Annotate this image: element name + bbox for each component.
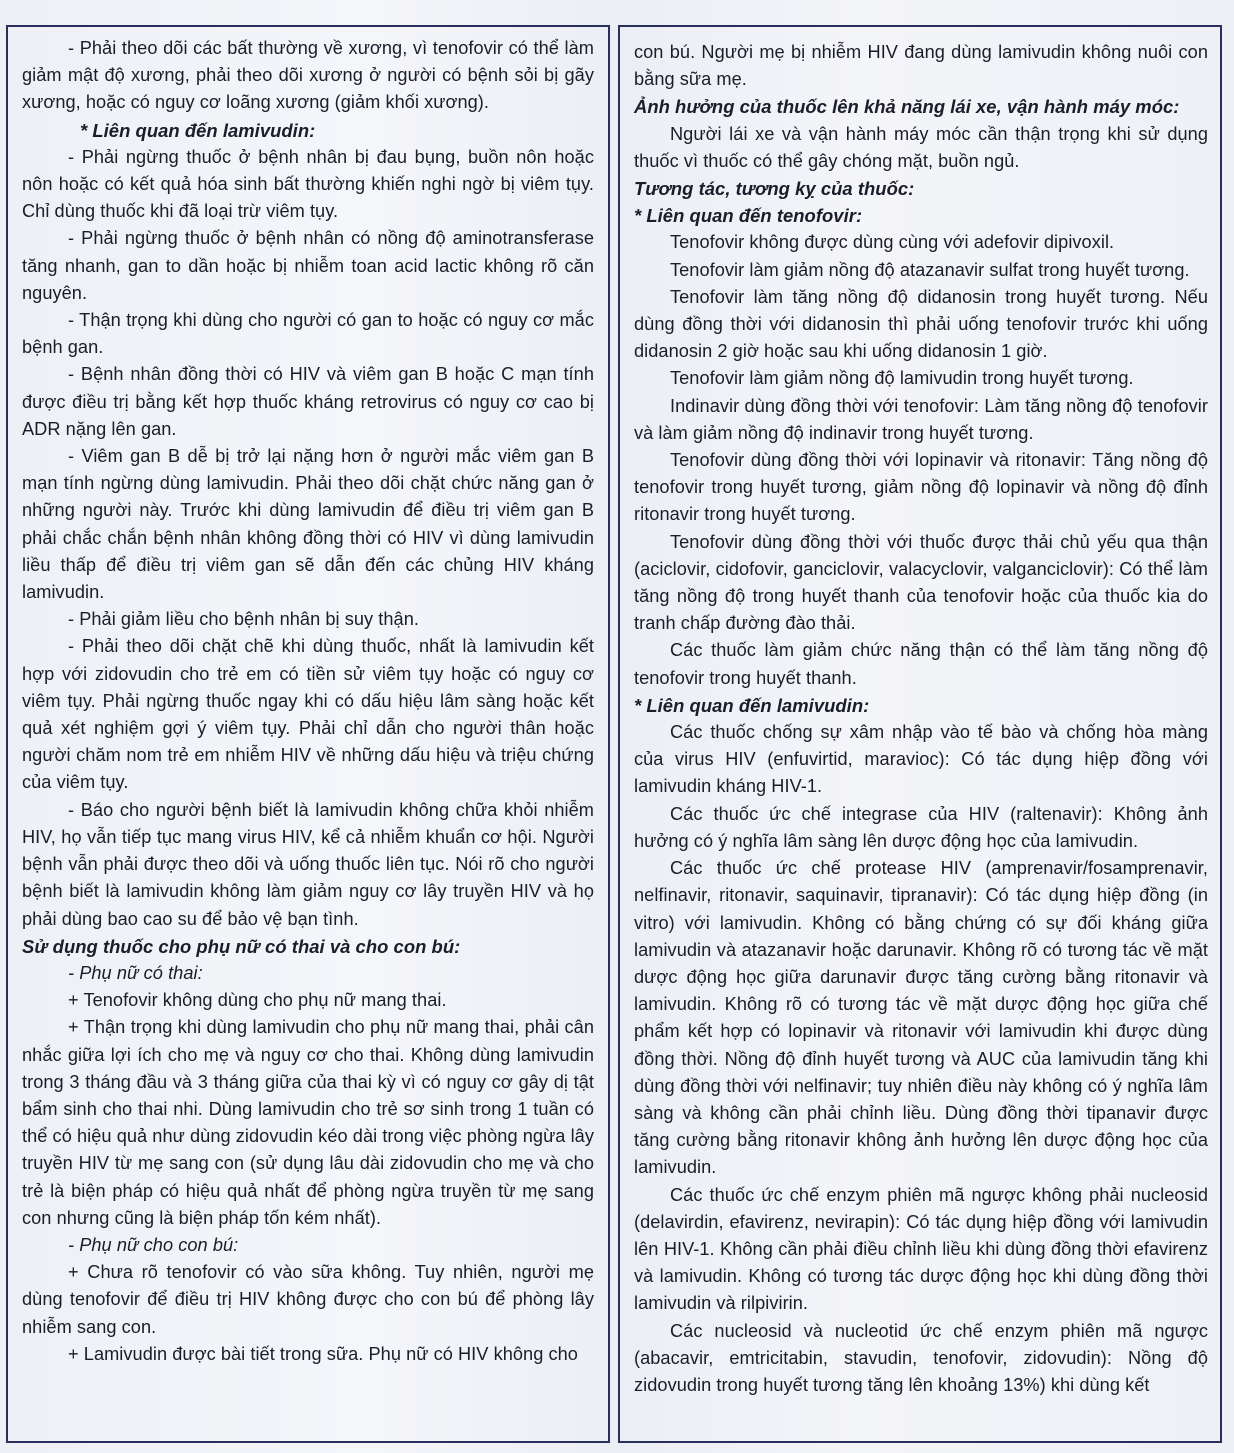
section-heading: * Liên quan đến lamivudin: [80, 119, 316, 141]
paragraph: Các thuốc ức chế protease HIV (amprenavir/fosamprenavir, nelfinavir, ritonavir, saquinavir, tipranavir): Có tác dụng hiệp đồng (in vitro) với lamivudin. Không có bằng chứng có sự đối kháng giữa lamivudin và atazanavir hoặc darunavir. Không rõ có tương tác về mặt dược động học giữa darunavir được tăng cường bằng ritonavir và lamivudin. Không rõ có tương tác về mặt dược động học giữa chế phẩm kết hợp có lopinavir và ritonavir với lamivudin khi được dùng đồng thời. Nồng độ đỉnh huyết tương và AUC của lamivudin tăng khi dùng đồng thời với nelfinavir; tuy nhiên điều này không có ý nghĩa lâm sàng và không cần phải chỉnh liều. Dùng đồng thời tipanavir được tăng cường bằng ritonavir không ảnh hưởng lên dược động học của lamivudin. [634, 858, 1208, 1178]
paragraph: - Báo cho người bệnh biết là lamivudin không chữa khỏi nhiễm HIV, họ vẫn tiếp tục mang virus HIV, kể cả nhiễm khuẩn cơ hội. Người bệnh vẫn phải được theo dõi và uống thuốc liên tục. Nói rõ cho người bệnh biết là lamivudin không làm giảm nguy cơ lây truyền HIV và họ phải dùng bao cao su để bảo vệ bạn tình. [22, 799, 594, 929]
paragraph: + Lamivudin được bài tiết trong sữa. Phụ nữ có HIV không cho [68, 1343, 578, 1364]
paragraph: - Phải giảm liều cho bệnh nhân bị suy thận. [68, 609, 419, 630]
paragraph: Người lái xe và vận hành máy móc cần thận trọng khi sử dụng thuốc vì thuốc có thể gây chóng mặt, buồn ngủ. [634, 123, 1208, 171]
paragraph: + Tenofovir không dùng cho phụ nữ mang thai. [68, 990, 447, 1011]
subheading: - Phụ nữ cho con bú: [68, 1234, 239, 1255]
right-column [618, 25, 1222, 1443]
paragraph: Tenofovir dùng đồng thời với thuốc được thải chủ yếu qua thận (aciclovir, cidofovir, ganciclovir, valacyclovir, valganciclovir): Có thể làm tăng nồng độ trong huyết thanh của tenofovir hoặc của thuốc kia do tranh chấp đường đào thải. [634, 531, 1208, 634]
paragraph: con bú. Người mẹ bị nhiễm HIV đang dùng lamivudin không nuôi con bằng sữa mẹ. [634, 42, 1208, 90]
paragraph: - Phải ngừng thuốc ở bệnh nhân có nồng độ aminotransferase tăng nhanh, gan to dần hoặc bị nhiễm toan acid lactic không rõ căn nguyên. [22, 228, 594, 303]
paragraph: - Phải ngừng thuốc ở bệnh nhân bị đau bụng, buồn nôn hoặc nôn hoặc có kết quả hóa sinh bất thường khiến nghi ngờ bị viêm tụy. Chỉ dùng thuốc khi đã loại trừ viêm tụy. [22, 146, 594, 222]
paragraph: Các thuốc làm giảm chức năng thận có thể làm tăng nồng độ tenofovir trong huyết thanh. [634, 640, 1208, 688]
paragraph: + Chưa rõ tenofovir có vào sữa không. Tuy nhiên, người mẹ dùng tenofovir để điều trị HIV không được cho con bú để phòng lây nhiễm sang con. [22, 1262, 594, 1337]
paragraph: Tenofovir làm giảm nồng độ atazanavir sulfat trong huyết tương. [670, 259, 1190, 280]
paragraph: + Thận trọng khi dùng lamivudin cho phụ nữ mang thai, phải cân nhắc giữa lợi ích cho mẹ và nguy cơ cho thai. Không dùng lamivudin trong 3 tháng đầu và 3 tháng giữa của thai kỳ vì có nguy cơ gây dị tật bẩm sinh cho thai nhi. Dùng lamivudin cho trẻ sơ sinh trong 1 tuần có thể có hiệu quả như dùng zidovudin kéo dài trong việc phòng ngừa lây truyền HIV từ mẹ sang con (sử dụng lâu dài zidovudin cho mẹ và cho trẻ là biện pháp có hiệu quả nhất để phòng ngừa truyền từ mẹ sang con nhưng cũng là biện pháp tốn kém nhất). [22, 1017, 594, 1228]
paragraph: - Bệnh nhân đồng thời có HIV và viêm gan B hoặc C mạn tính được điều trị bằng kết hợp thuốc kháng retrovirus có nguy cơ cao bị ADR nặng lên gan. [22, 364, 594, 439]
section-heading: Tương tác, tương kỵ của thuốc: [634, 178, 915, 200]
paragraph: Các thuốc ức chế integrase của HIV (raltenavir): Không ảnh hưởng có ý nghĩa lâm sàng lên dược động học của lamivudin. [634, 803, 1208, 851]
paragraph: - Phải theo dõi chặt chẽ khi dùng thuốc, nhất là lamivudin kết hợp với zidovudin cho trẻ em có tiền sử viêm tụy hoặc có nguy cơ viêm tụy. Phải ngừng thuốc ngay khi có dấu hiệu lâm sàng hoặc kết quả xét nghiệm gợi ý viêm tụy. Phải chỉ dẫn cho người thân hoặc người chăm nom trẻ em nhiễm HIV về những dấu hiệu và triệu chứng của viêm tụy. [22, 636, 594, 793]
paragraph: Tenofovir làm tăng nồng độ didanosin trong huyết tương. Nếu dùng đồng thời với didanosin thì phải uống tenofovir trước khi uống didanosin 2 giờ hoặc sau khi uống didanosin 1 giờ. [634, 286, 1208, 362]
paragraph: Tenofovir không được dùng cùng với adefovir dipivoxil. [670, 232, 1115, 253]
left-column [6, 25, 610, 1443]
section-heading: * Liên quan đến lamivudin: [634, 694, 870, 716]
paragraph: - Phải theo dõi các bất thường về xương, vì tenofovir có thể làm giảm mật độ xương, phải theo dõi xương ở người có bệnh sỏi bị gãy xương, hoặc có nguy cơ loãng xương (giảm khối xương). [22, 38, 594, 113]
section-heading: Sử dụng thuốc cho phụ nữ có thai và cho con bú: [22, 935, 461, 957]
paragraph: Tenofovir dùng đồng thời với lopinavir và ritonavir: Tăng nồng độ tenofovir trong huyết tương, giảm nồng độ lopinavir và nồng độ đỉnh ritonavir trong huyết tương. [634, 450, 1208, 525]
subheading: - Phụ nữ có thai: [68, 962, 203, 983]
paragraph: Tenofovir làm giảm nồng độ lamivudin trong huyết tương. [670, 368, 1134, 389]
paragraph: Các thuốc ức chế enzym phiên mã ngược không phải nucleosid (delavirdin, efavirenz, nevirapin): Có tác dụng hiệp đồng với lamivudin lên HIV-1. Không cần phải điều chỉnh liều khi dùng đồng thời efavirenz và lamivudin. Không có tương tác dược động học khi dùng đồng thời lamivudin và rilpivirin. [634, 1184, 1208, 1314]
section-heading: Ảnh hưởng của thuốc lên khả năng lái xe, vận hành máy móc: [634, 96, 1180, 118]
paragraph: - Viêm gan B dễ bị trở lại nặng hơn ở người mắc viêm gan B mạn tính ngừng dùng lamivudin. Phải theo dõi chặt chức năng gan ở những người này. Trước khi dùng lamivudin để điều trị viêm gan B phải chắc chắn bệnh nhân không đồng thời có HIV vì dùng lamivudin liều thấp để điều trị viêm gan sẽ dẫn đến các chủng HIV kháng lamivudin. [22, 446, 594, 603]
section-heading: * Liên quan đến tenofovir: [634, 205, 863, 227]
paragraph: Các thuốc chống sự xâm nhập vào tế bào và chống hòa màng của virus HIV (enfuvirtid, maravioc): Có tác dụng hiệp đồng với lamivudin kháng HIV-1. [634, 722, 1208, 797]
paragraph: Indinavir dùng đồng thời với tenofovir: Làm tăng nồng độ tenofovir và làm giảm nồng độ indinavir trong huyết tương. [634, 395, 1208, 443]
paragraph: - Thận trọng khi dùng cho người có gan to hoặc có nguy cơ mắc bệnh gan. [22, 310, 594, 358]
paragraph: Các nucleosid và nucleotid ức chế enzym phiên mã ngược (abacavir, emtricitabin, stavudin, tenofovir, zidovudin): Nồng độ zidovudin trong huyết tương tăng lên khoảng 13%) khi dùng kết [634, 1320, 1208, 1395]
